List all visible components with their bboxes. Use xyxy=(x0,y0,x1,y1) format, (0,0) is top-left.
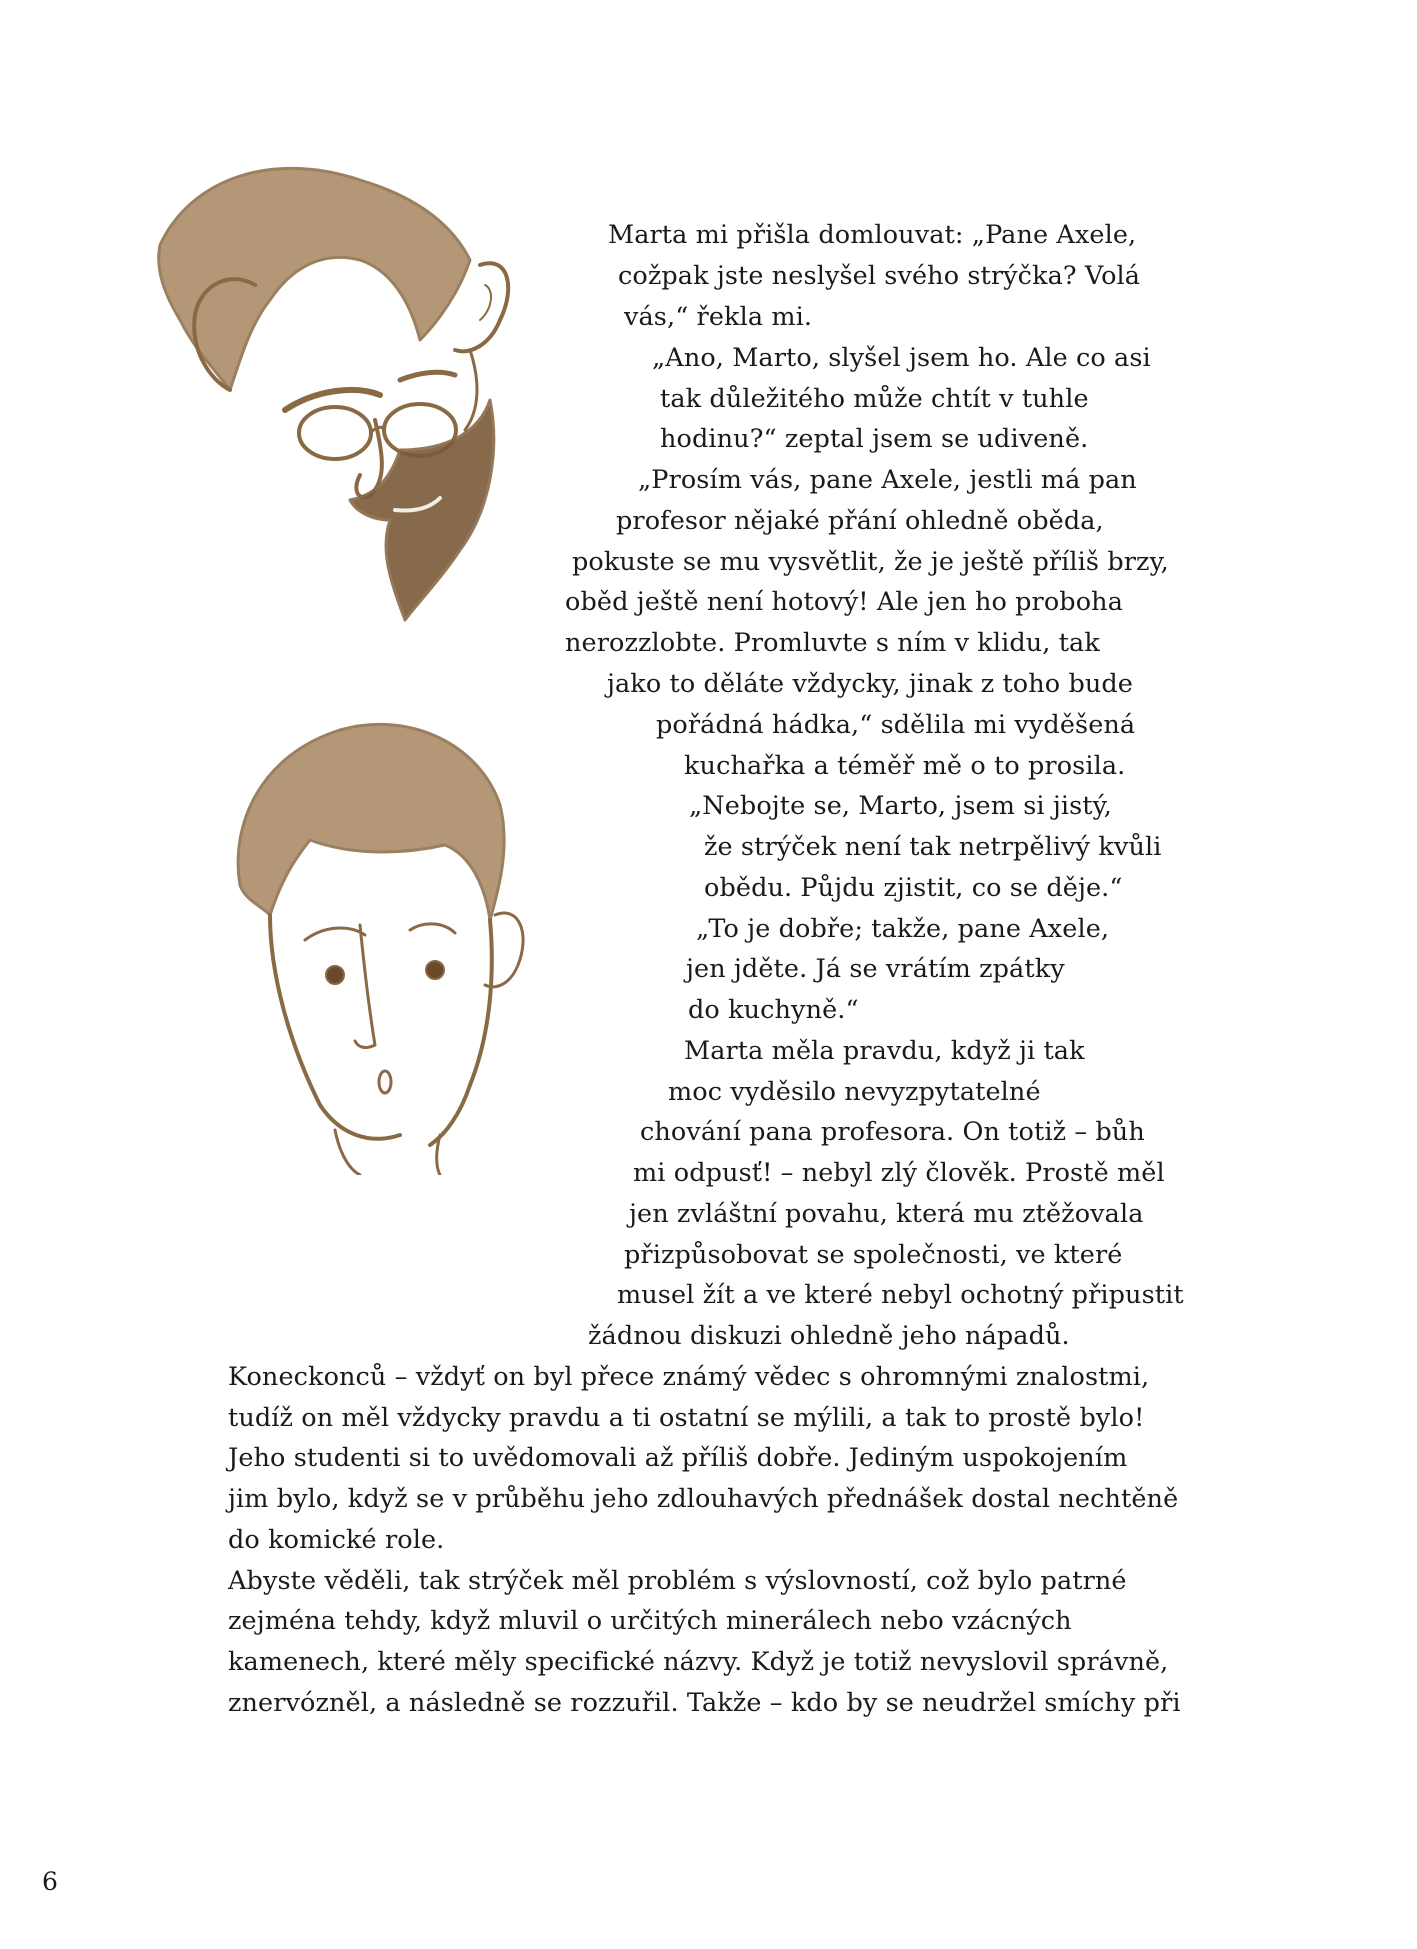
text-line: „Nebojte se, Marto, jsem si jistý, xyxy=(689,791,1112,821)
text-line: zejména tehdy, když mluvil o určitých minerálech nebo vzácných xyxy=(228,1606,1072,1636)
text-line: jim bylo, když se v průběhu jeho zdlouhavých přednášek dostal nechtěně xyxy=(228,1484,1179,1514)
text-line: profesor nějaké přání ohledně oběda, xyxy=(616,506,1104,536)
text-line: moc vyděsilo nevyzpytatelné xyxy=(668,1077,1041,1107)
text-line: kuchařka a téměř mě o to prosila. xyxy=(684,751,1126,781)
text-line: „To je dobře; takže, pane Axele, xyxy=(696,914,1110,944)
professor-portrait-illustration xyxy=(120,150,540,650)
text-line: že strýček není tak netrpělivý kvůli xyxy=(704,832,1162,862)
text-line: žádnou diskuzi ohledně jeho nápadů. xyxy=(588,1321,1070,1351)
text-line: kamenech, které měly specifické názvy. Když je totiž nevyslovil správně, xyxy=(228,1647,1169,1677)
text-line: znervózněl, a následně se rozzuřil. Takže – kdo by se neudržel smíchy při xyxy=(228,1688,1181,1718)
text-line: Marta mi přišla domlouvat: „Pane Axele, xyxy=(608,220,1137,250)
text-line: do kuchyně.“ xyxy=(688,995,859,1025)
text-line: musel žít a ve které nebyl ochotný připustit xyxy=(617,1280,1184,1310)
text-line: Jeho studenti si to uvědomovali až příliš dobře. Jediným uspokojením xyxy=(228,1443,1128,1473)
text-line: jen jděte. Já se vrátím zpátky xyxy=(686,954,1065,984)
text-line: pokuste se mu vysvětlit, že je ještě příliš brzy, xyxy=(572,547,1169,577)
text-line: tudíž on měl vždycky pravdu a ti ostatní se mýlili, a tak to prostě bylo! xyxy=(228,1403,1145,1433)
text-line: do komické role. xyxy=(228,1525,445,1555)
text-line: jako to děláte vždycky, jinak z toho bude xyxy=(607,669,1134,699)
text-line: Koneckonců – vždyť on byl přece známý vědec s ohromnými znalostmi, xyxy=(228,1362,1150,1392)
text-line: Abyste věděli, tak strýček měl problém s výslovností, což bylo patrné xyxy=(228,1566,1127,1596)
text-line: nerozzlobte. Promluvte s ním v klidu, tak xyxy=(565,628,1100,658)
text-line: cožpak jste neslyšel svého strýčka? Volá xyxy=(618,261,1141,291)
text-line: chování pana profesora. On totiž – bůh xyxy=(640,1117,1145,1147)
axel-portrait-illustration xyxy=(200,715,540,1175)
text-line: přizpůsobovat se společnosti, ve které xyxy=(624,1240,1123,1270)
text-line: obědu. Půjdu zjistit, co se děje.“ xyxy=(704,873,1123,903)
text-line: „Prosím vás, pane Axele, jestli má pan xyxy=(638,465,1137,495)
text-line: hodinu?“ zeptal jsem se udiveně. xyxy=(660,424,1089,454)
text-line: „Ano, Marto, slyšel jsem ho. Ale co asi xyxy=(652,343,1151,373)
text-line: Marta měla pravdu, když ji tak xyxy=(684,1036,1085,1066)
text-line: vás,“ řekla mi. xyxy=(624,302,813,332)
page-number: 6 xyxy=(42,1867,58,1896)
text-line: pořádná hádka,“ sdělila mi vyděšená xyxy=(656,710,1136,740)
text-line: mi odpusť! – nebyl zlý člověk. Prostě měl xyxy=(633,1158,1165,1188)
text-line: tak důležitého může chtít v tuhle xyxy=(660,384,1089,414)
text-line: jen zvláštní povahu, která mu ztěžovala xyxy=(629,1199,1144,1229)
text-line: oběd ještě není hotový! Ale jen ho proboha xyxy=(565,587,1124,617)
